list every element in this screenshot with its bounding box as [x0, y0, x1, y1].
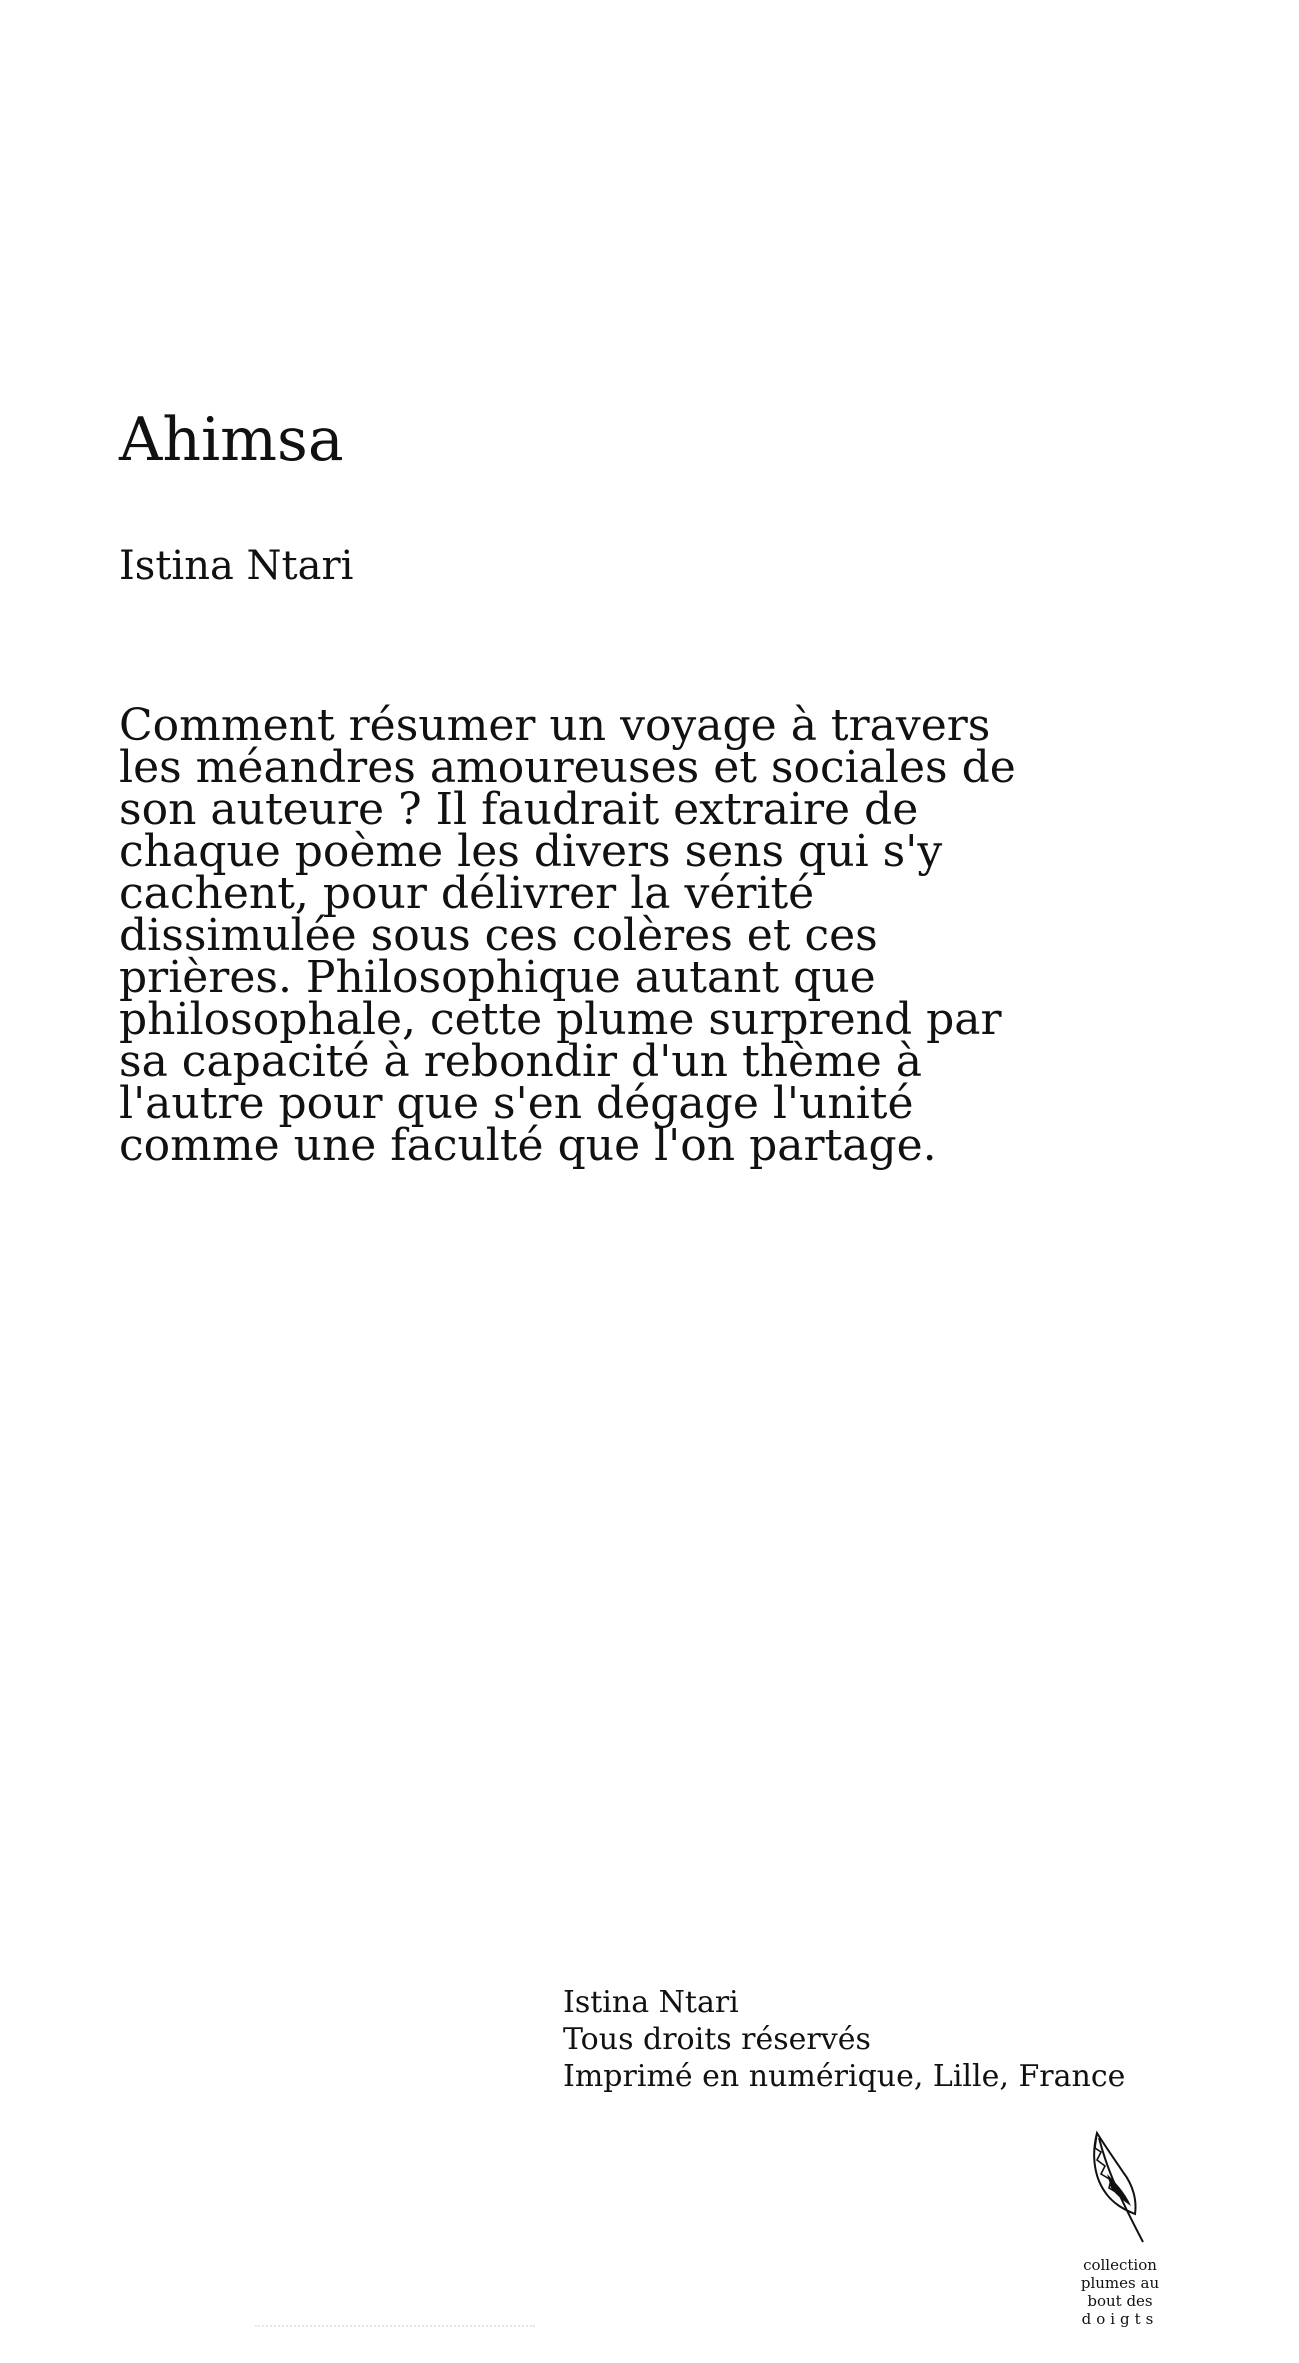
logo-line: plumes au — [1080, 2274, 1160, 2292]
faint-divider — [255, 2325, 535, 2327]
blurb-line: philosophale, cette plume surprend par — [119, 994, 1002, 1045]
book-author: Istina Ntari — [119, 543, 354, 589]
colophon-author: Istina Ntari — [563, 1985, 739, 2020]
logo-text — [1070, 2256, 1170, 2328]
blurb-line: les méandres amoureuses et sociales de — [119, 742, 1016, 793]
blurb-line: dissimulée sous ces colères et ces — [119, 910, 878, 961]
logo-line: collection — [1083, 2256, 1157, 2274]
publisher-logo — [1070, 2130, 1170, 2328]
book-blurb — [119, 700, 1016, 1171]
blurb-line: l'autre pour que s'en dégage l'unité — [119, 1078, 914, 1129]
colophon — [563, 1984, 1125, 2095]
quill-feather-icon — [1070, 2130, 1170, 2246]
blurb-line: cachent, pour délivrer la vérité — [119, 868, 815, 919]
logo-line: doigts — [1081, 2310, 1159, 2328]
blurb-line: son auteure ? Il faudrait extraire de — [119, 784, 919, 835]
blurb-line: Comment résumer un voyage à travers — [119, 700, 991, 751]
blurb-line: comme une faculté que l'on partage. — [119, 1120, 937, 1171]
colophon-printing: Imprimé en numérique, Lille, France — [563, 2059, 1126, 2094]
logo-line: bout des — [1087, 2292, 1153, 2310]
book-title: Ahimsa — [119, 405, 344, 475]
blurb-line: prières. Philosophique autant que — [119, 952, 876, 1003]
colophon-rights: Tous droits réservés — [563, 2022, 871, 2057]
blurb-line: sa capacité à rebondir d'un thème à — [119, 1036, 922, 1087]
blurb-line: chaque poème les divers sens qui s'y — [119, 826, 943, 877]
